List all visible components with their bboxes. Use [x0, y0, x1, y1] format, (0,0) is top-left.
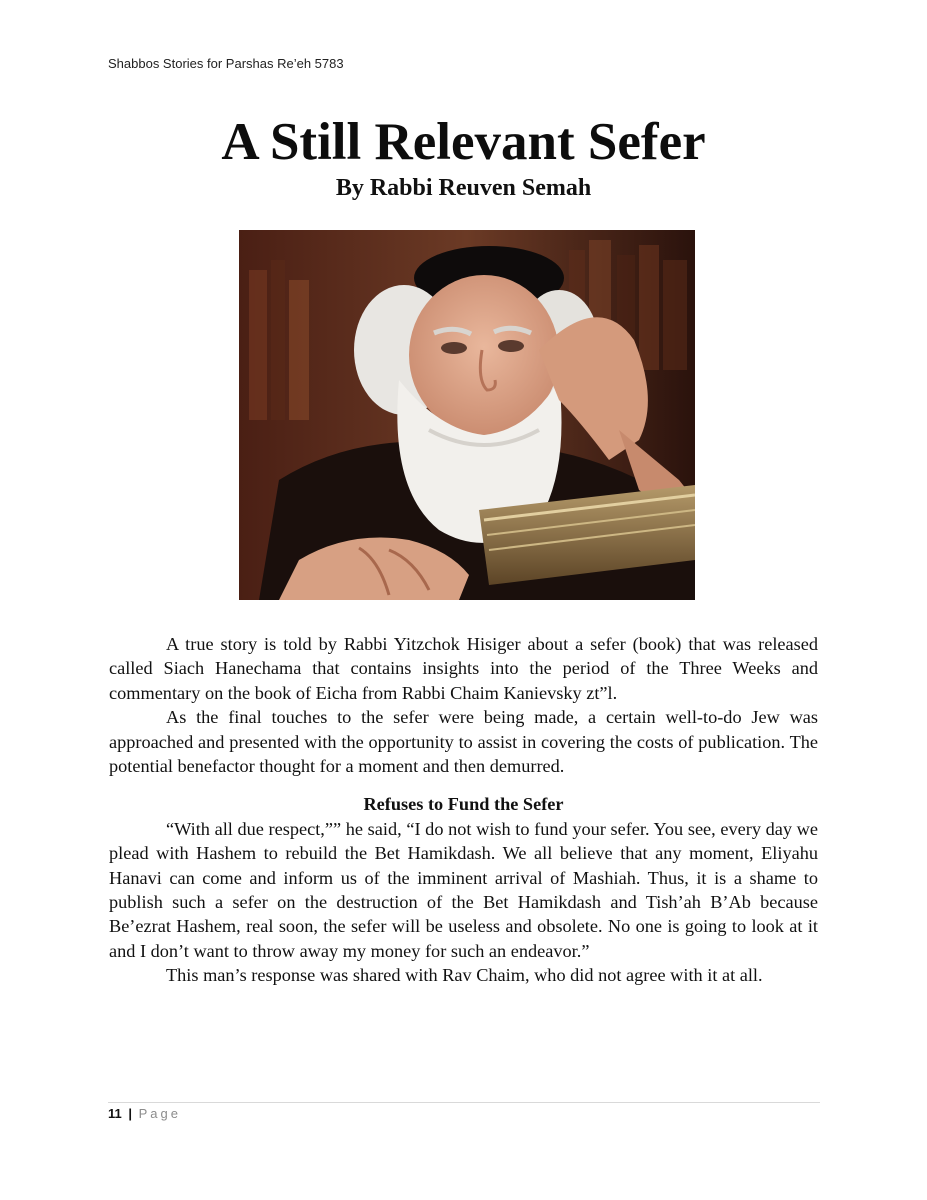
- paragraph: As the final touches to the sefer were being made, a certain well-to-do Jew was approached and presented with the opportunity to assist in covering the costs of publication. The potential benefactor thought for a moment and then demurred.: [109, 707, 818, 777]
- article-title: A Still Relevant Sefer: [221, 113, 706, 171]
- paragraph: A true story is told by Rabbi Yitzchok Hisiger about a sefer (book) that was released called Siach Hanechama that contains insights into the period of the Three Weeks and commentary on the book of Eicha from Rabbi Chaim Kanievsky zt”l.: [109, 634, 818, 703]
- footer-divider: [108, 1102, 820, 1103]
- article-byline: By Rabbi Reuven Semah: [335, 175, 592, 201]
- article-body: [109, 632, 818, 988]
- paragraph: This man’s response was shared with Rav Chaim, who did not agree with it at all.: [166, 965, 763, 986]
- page-label: Page: [138, 1106, 182, 1121]
- paragraph: “With all due respect,”” he said, “I do not wish to fund your sefer. You see, every day we plead with Hashem to rebuild the Bet Hamikdash. We all believe that any moment, Eliyahu Hanavi can come and inform us of the imminent arrival of Mashiah. Thus, it is a shame to publish such a sefer on the destruction of the Bet Hamikdash and Tish’ah B’Ab because Be’ezrat Hashem, real soon, the sefer will be useless and obsolete. No one is going to look at it and I don’t want to throw away my money for such an endeavor.”: [109, 818, 818, 961]
- running-header: Shabbos Stories for Parshas Re’eh 5783: [108, 56, 344, 71]
- portrait-photo: [239, 230, 695, 600]
- section-heading: Refuses to Fund the Sefer: [363, 794, 564, 815]
- footer-separator: |: [128, 1106, 133, 1121]
- page-footer: [108, 1106, 181, 1121]
- page-number: 11: [108, 1106, 122, 1121]
